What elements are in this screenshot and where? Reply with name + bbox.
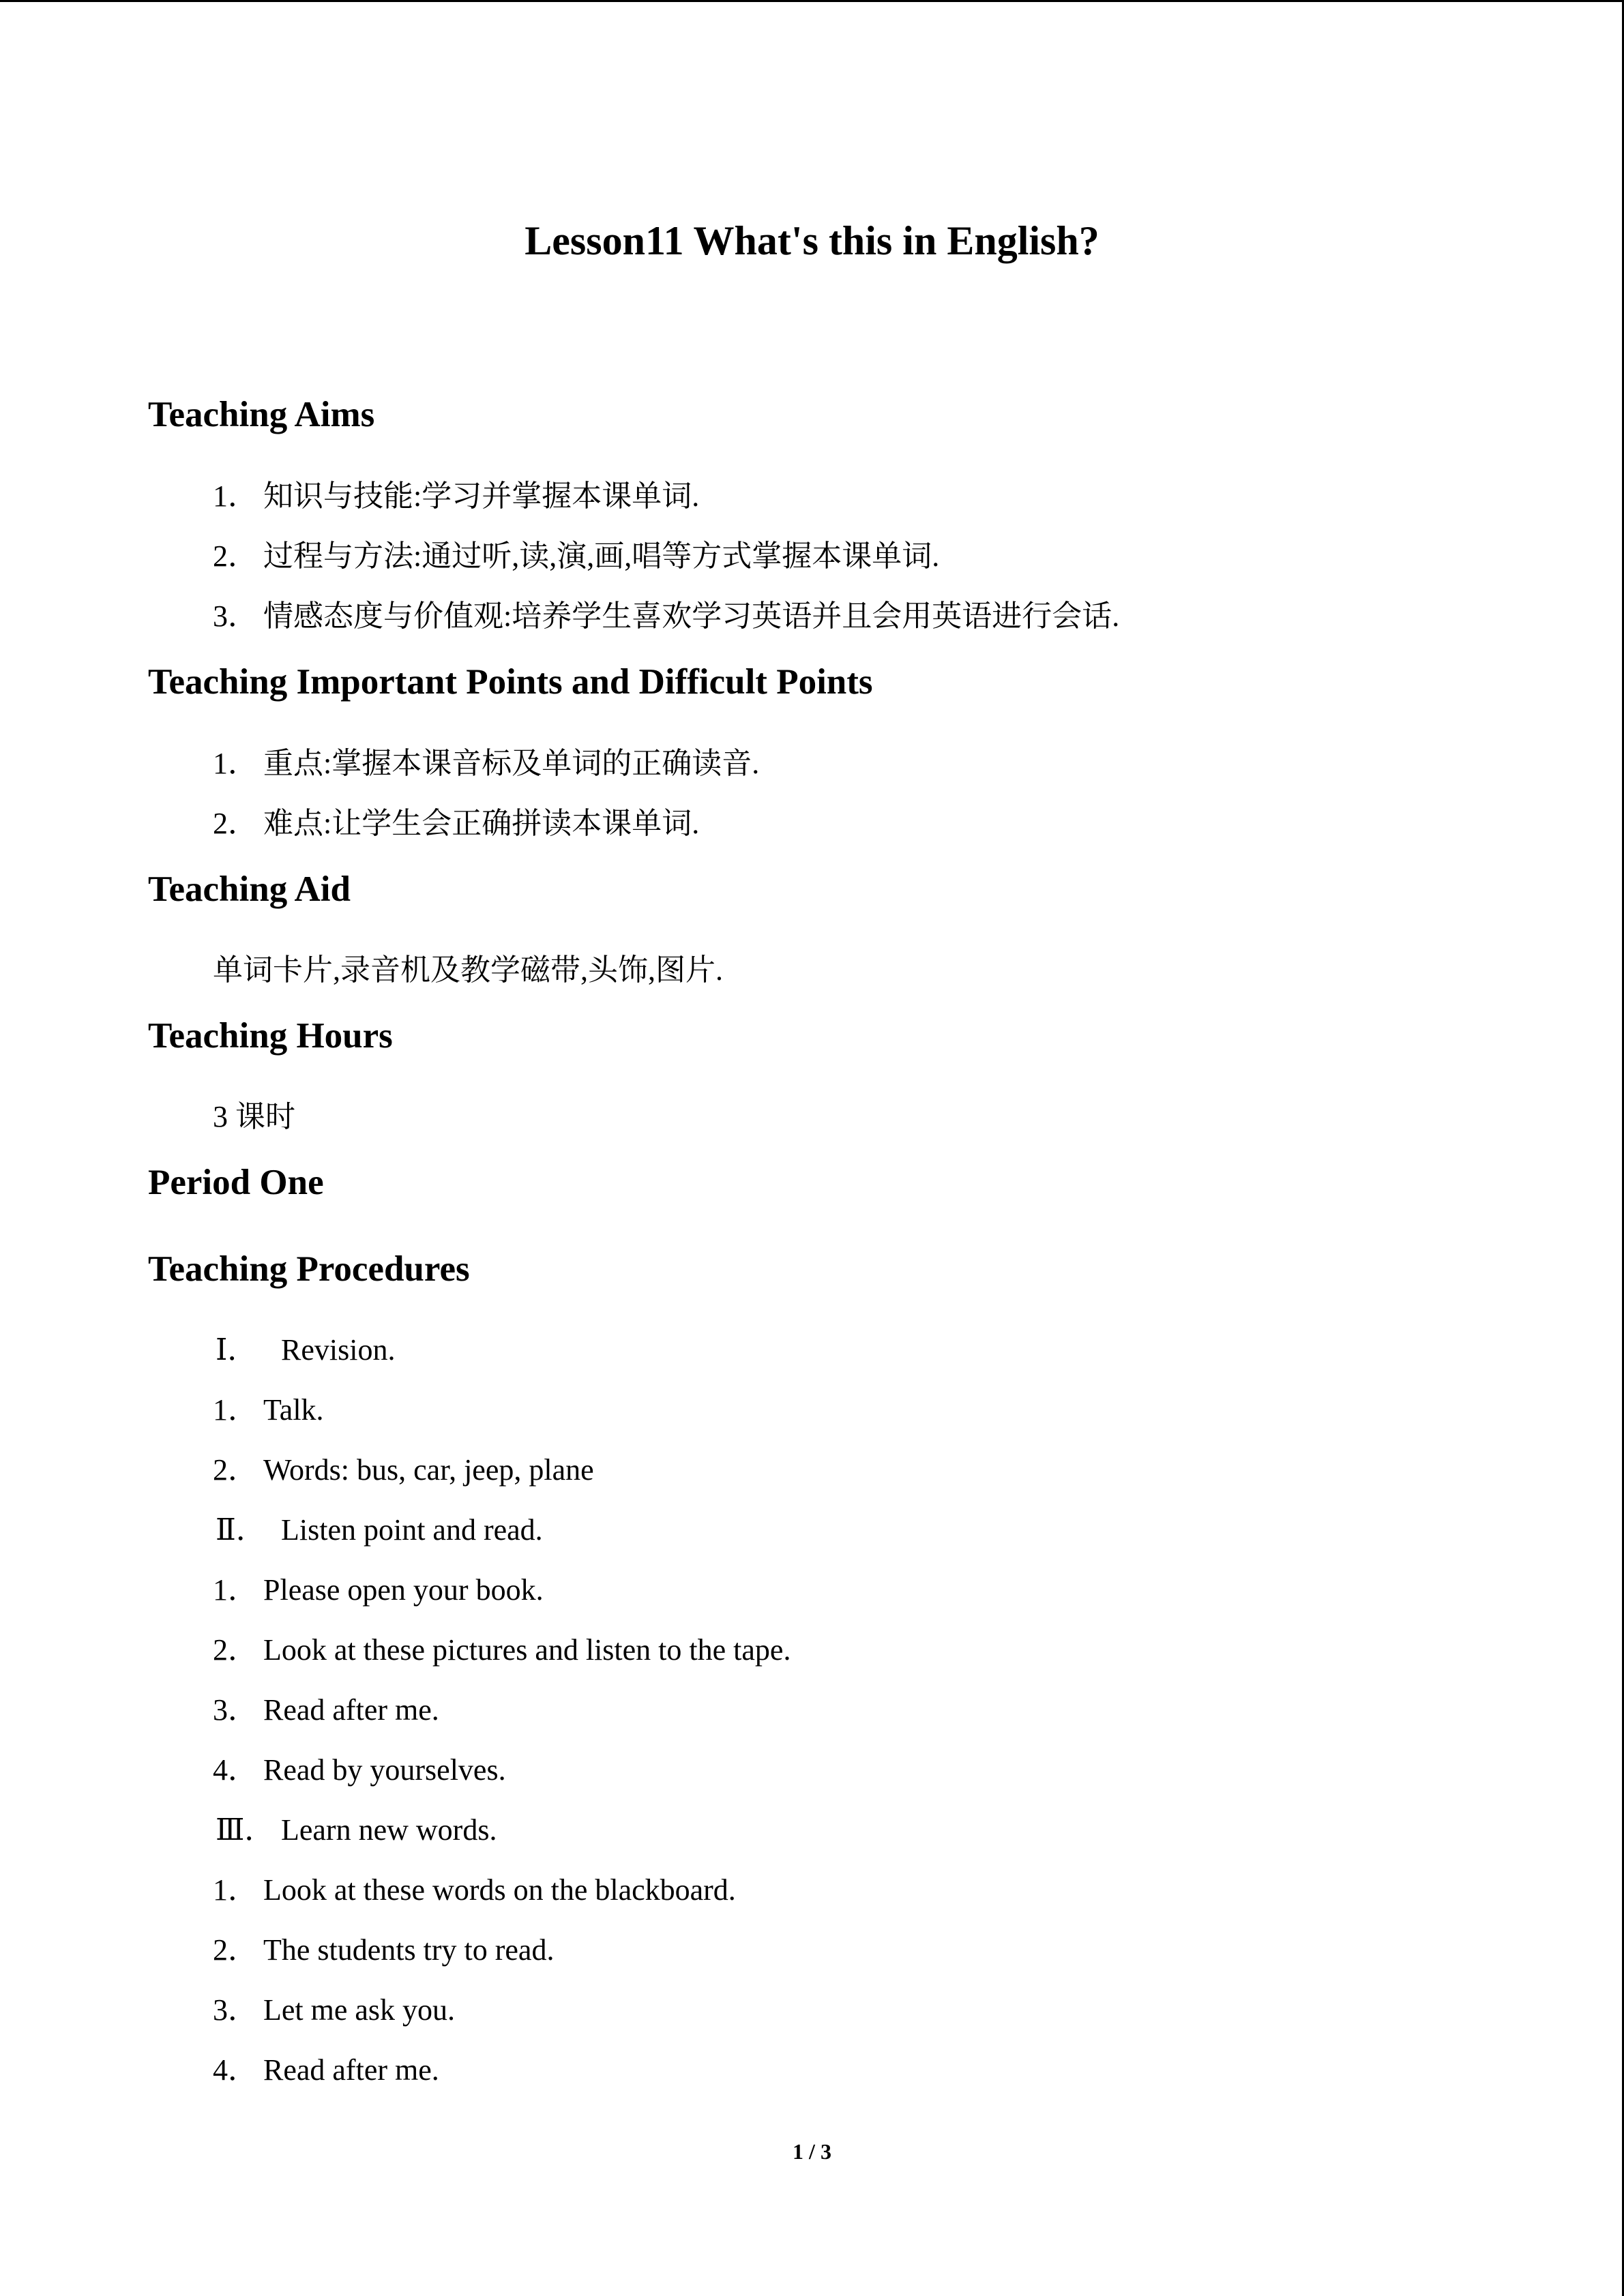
procedure-step-text: The students try to read. — [263, 1933, 555, 1967]
aims-item-number: 1． — [213, 479, 258, 513]
procedure-step-number: 3． — [213, 1993, 258, 2027]
procedure-step — [213, 2050, 439, 2091]
procedure-step-number: 2． — [213, 1633, 258, 1667]
heading-period-one: Period One — [148, 1163, 324, 1202]
procedure-step — [213, 1630, 791, 1671]
heading-teaching-procedures: Teaching Procedures — [148, 1249, 470, 1289]
procedure-step-text: Read by yourselves. — [263, 1753, 506, 1787]
page-number: 1 / 3 — [793, 2139, 831, 2164]
hours-text: 3 课时 — [213, 1100, 295, 1133]
procedure-step — [213, 1570, 544, 1611]
procedure-step-text: Read after me. — [263, 2053, 439, 2087]
aims-item — [213, 476, 699, 517]
procedure-step-text: Listen point and read. — [281, 1513, 543, 1547]
points-item-text: 重点:掌握本课音标及单词的正确读音. — [263, 747, 760, 780]
procedure-step — [213, 1750, 506, 1791]
procedure-step — [213, 1330, 395, 1371]
heading-important-points: Teaching Important Points and Difficult Points — [148, 662, 873, 702]
aid-text: 单词卡片,录音机及教学磁带,头饰,图片. — [213, 953, 723, 987]
page-title: Lesson11 What's this in English? — [525, 218, 1099, 263]
aims-item-text: 知识与技能:学习并掌握本课单词. — [263, 479, 700, 513]
heading-teaching-aims: Teaching Aims — [148, 395, 375, 434]
procedure-step-text: Revision. — [281, 1333, 396, 1367]
procedure-step — [213, 1690, 439, 1731]
procedure-step-text: Look at these words on the blackboard. — [263, 1873, 736, 1907]
aims-item-number: 3． — [213, 599, 258, 633]
points-item-number: 2． — [213, 807, 258, 840]
aims-item-text: 情感态度与价值观:培养学生喜欢学习英语并且会用英语进行会话. — [263, 599, 1120, 633]
procedure-step-text: Words: bus, car, jeep, plane — [263, 1453, 594, 1487]
procedure-step-number: 2． — [213, 1453, 258, 1487]
procedure-step-text: Look at these pictures and listen to the tape. — [263, 1633, 791, 1667]
points-item-text: 难点:让学生会正确拼读本课单词. — [263, 807, 700, 840]
procedure-step — [213, 1870, 736, 1911]
procedure-step-number: Ⅰ． — [216, 1333, 258, 1367]
points-item-number: 1． — [213, 747, 258, 780]
procedure-step-text: Please open your book. — [263, 1573, 544, 1607]
points-item — [213, 803, 699, 844]
procedure-step — [213, 1810, 497, 1851]
procedure-step — [213, 1450, 594, 1491]
procedure-step — [213, 1390, 324, 1431]
procedure-step-number: 1． — [213, 1393, 258, 1427]
procedure-step-number: 3． — [213, 1693, 258, 1727]
procedure-step-text: Learn new words. — [281, 1813, 497, 1847]
procedure-step-number: 2． — [213, 1933, 258, 1967]
aims-item-text: 过程与方法:通过听,读,演,画,唱等方式掌握本课单词. — [263, 539, 940, 573]
procedure-step-text: Talk. — [263, 1393, 324, 1427]
heading-teaching-aid: Teaching Aid — [148, 869, 351, 909]
procedure-step-number: Ⅲ． — [216, 1813, 275, 1847]
procedure-step — [213, 1990, 455, 2031]
procedure-step — [213, 1930, 554, 1971]
procedure-step-number: 4． — [213, 1753, 258, 1787]
points-item — [213, 743, 759, 784]
aims-item — [213, 596, 1119, 637]
aims-item — [213, 536, 939, 577]
procedure-step-number: Ⅱ． — [216, 1513, 266, 1547]
procedure-step-text: Let me ask you. — [263, 1993, 456, 2027]
procedure-step — [213, 1510, 543, 1551]
procedure-step-number: 1． — [213, 1573, 258, 1607]
procedure-step-number: 4． — [213, 2053, 258, 2087]
procedure-step-number: 1． — [213, 1873, 258, 1907]
aims-item-number: 2． — [213, 539, 258, 573]
heading-teaching-hours: Teaching Hours — [148, 1016, 393, 1056]
procedure-step-text: Read after me. — [263, 1693, 439, 1727]
